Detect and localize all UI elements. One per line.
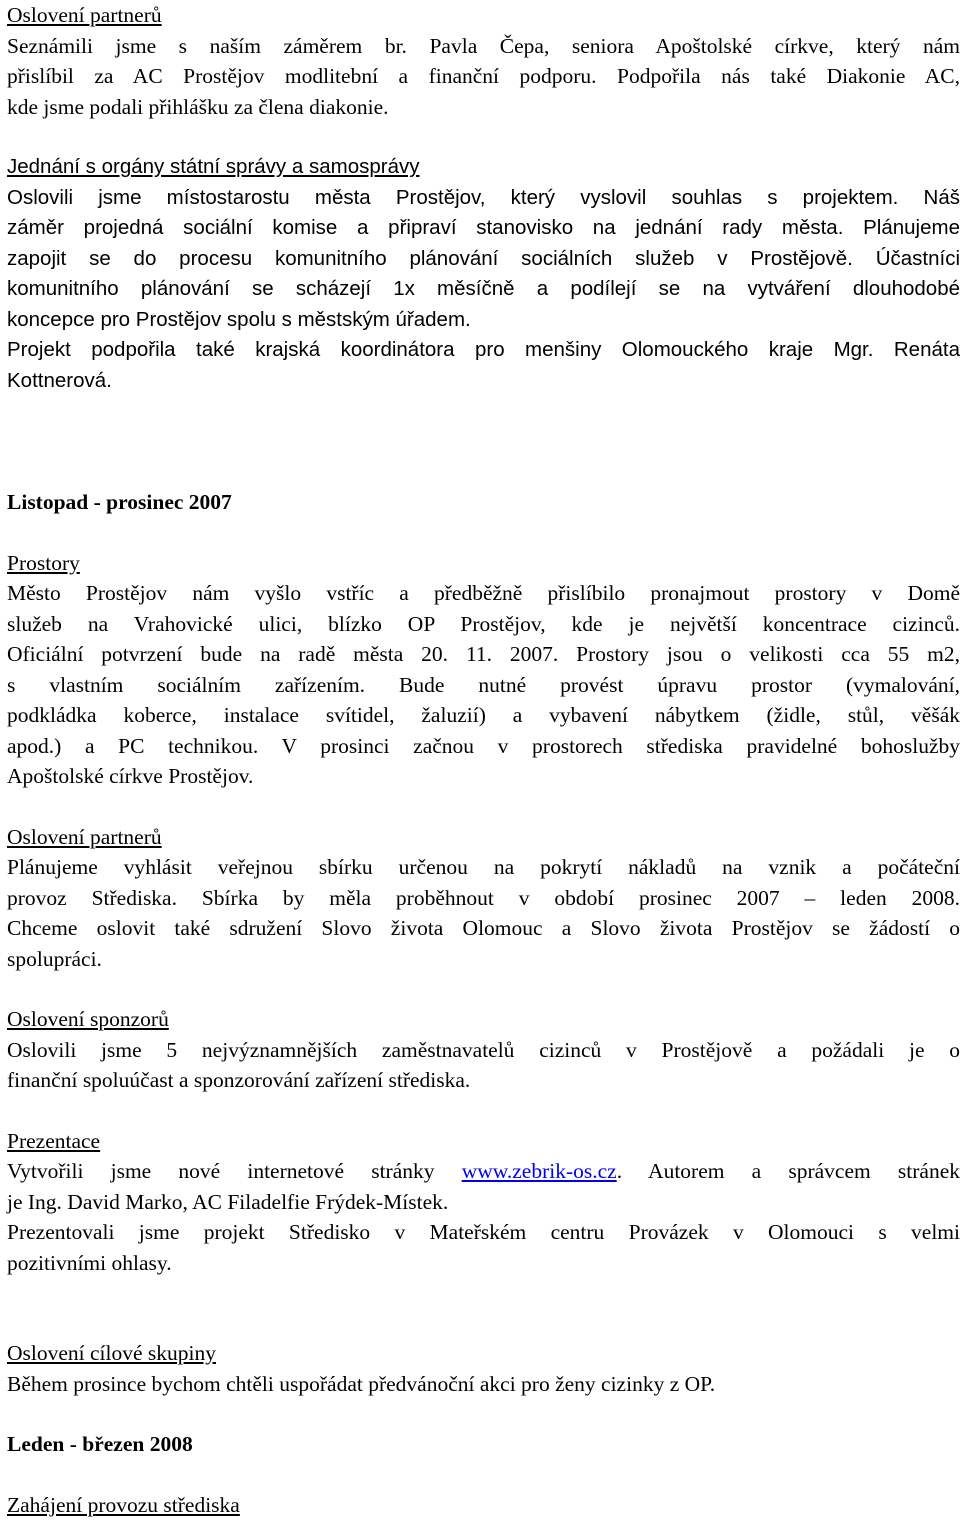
website-link[interactable]: www.zebrik-os.cz [462,1159,617,1183]
paragraph-line: spolupráci. [7,944,960,975]
paragraph-line: přislíbil za AC Prostějov modlitební a finanční podporu. Podpořila nás také Diakonie AC, [7,61,960,92]
paragraph-line: Během prosince bychom chtěli uspořádat předvánoční akci pro ženy cizinky z OP. [7,1369,960,1400]
spacer [7,974,960,1004]
paragraph-line-with-link [7,1156,960,1187]
section-heading-center-start: Zahájení provozu střediska [7,1490,960,1520]
paragraph-line: Oficiální potvrzení bude na radě města 20. 11. 2007. Prostory jsou o velikosti cca 55 m2, [7,639,960,670]
section-heading-authorities: Jednání s orgány státní správy a samosprávy [7,152,960,183]
paragraph-line: provoz Střediska. Sbírka by měla proběhnout v období prosinec 2007 – leden 2008. [7,883,960,914]
paragraph-line: komunitního plánování se scházejí 1x měsíčně a podílejí se na vytváření dlouhodobé [7,274,960,305]
paragraph-line: služeb na Vrahovické ulici, blízko OP Prostějov, kde je největší koncentrace cizinců. [7,609,960,640]
section-heading-partners: Oslovení partnerů [7,0,960,31]
paragraph-line: finanční spoluúčast a sponzorování zařízení střediska. [7,1065,960,1096]
section-heading-sponsors: Oslovení sponzorů [7,1004,960,1035]
paragraph-line: záměr projedná sociální komise a připraví stanovisko na jednání rady města. Plánujeme [7,213,960,244]
spacer [7,1096,960,1126]
period-heading-nov-dec-2007: Listopad - prosinec 2007 [7,487,960,518]
spacer [7,1460,960,1490]
paragraph-line: koncepce pro Prostějov spolu s městským úřadem. [7,305,960,336]
section-heading-target-group: Oslovení cílové skupiny [7,1338,960,1369]
spacer [7,122,960,152]
section-heading-premises: Prostory [7,548,960,579]
paragraph-line: Chceme oslovit také sdružení Slovo života Olomouc a Slovo života Prostějov se žádostí o [7,913,960,944]
paragraph-text: Vytvořili jsme nové internetové stránky [7,1159,462,1183]
spacer [7,396,960,487]
paragraph-line: Kottnerová. [7,366,960,397]
paragraph-line: je Ing. David Marko, AC Filadelfie Frýdek-Místek. [7,1187,960,1218]
paragraph-line: Plánujeme vyhlásit veřejnou sbírku určenou na pokrytí nákladů na vznik a počáteční [7,852,960,883]
paragraph-line: Oslovili jsme 5 nejvýznamnějších zaměstnavatelů cizinců v Prostějově a požádali je o [7,1035,960,1066]
paragraph-line: Seznámili jsme s naším záměrem br. Pavla Čepa, seniora Apoštolské církve, který nám [7,31,960,62]
section-heading-partners-2: Oslovení partnerů [7,822,960,853]
paragraph-line: Projekt podpořila také krajská koordinátora pro menšiny Olomouckého kraje Mgr. Renáta [7,335,960,366]
paragraph-line: Apoštolské církve Prostějov. [7,761,960,792]
paragraph-line: Prezentovali jsme projekt Středisko v Mateřském centru Provázek v Olomouci s velmi [7,1217,960,1248]
paragraph-text: . Autorem a správcem stránek [617,1159,960,1183]
paragraph-line: podkládka koberce, instalace svítidel, žaluzií) a vybavení nábytkem (židle, stůl, věšák [7,700,960,731]
spacer [7,792,960,822]
paragraph-line: Oslovili jsme místostarostu města Prostějov, který vyslovil souhlas s projektem. Náš [7,183,960,214]
paragraph-line: zapojit se do procesu komunitního plánování sociálních služeb v Prostějově. Účastníci [7,244,960,275]
section-heading-presentation: Prezentace [7,1126,960,1157]
period-heading-jan-mar-2008: Leden - březen 2008 [7,1429,960,1460]
spacer [7,1399,960,1429]
paragraph-line: Město Prostějov nám vyšlo vstříc a předběžně přislíbilo pronajmout prostory v Domě [7,578,960,609]
paragraph-line: apod.) a PC technikou. V prosinci začnou v prostorech střediska pravidelné bohoslužby [7,731,960,762]
paragraph-line: s vlastním sociálním zařízením. Bude nutné provést úpravu prostor (vymalování, [7,670,960,701]
paragraph-line: kde jsme podali přihlášku za člena diakonie. [7,92,960,123]
spacer [7,1278,960,1338]
paragraph-line: pozitivními ohlasy. [7,1248,960,1279]
spacer [7,518,960,548]
